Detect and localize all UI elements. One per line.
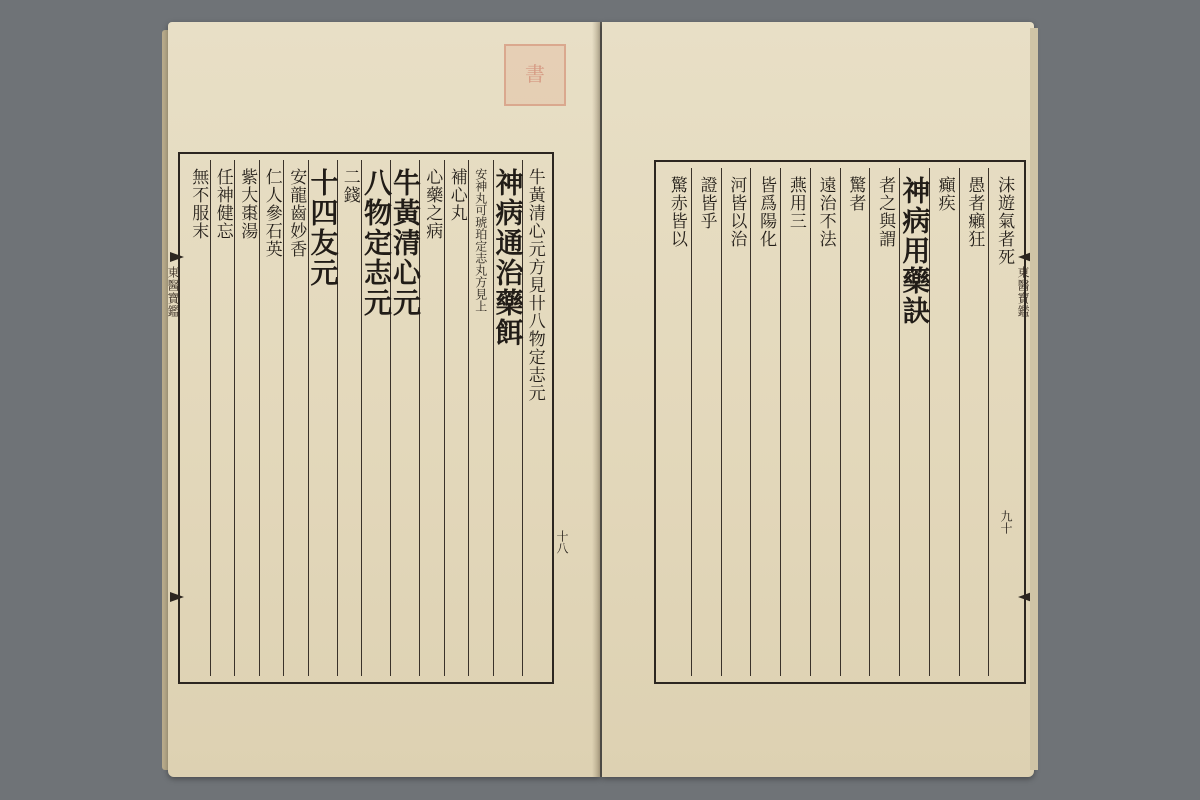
left-text-frame <box>178 152 554 684</box>
open-book <box>168 22 1034 777</box>
text-column: 沫遊氣者死 <box>988 168 1018 676</box>
text-column: 河皆以治 <box>721 168 751 676</box>
text-column: 十四友元 <box>308 160 337 676</box>
text-column: 牛黃清心元 <box>390 160 419 676</box>
text-column: 癲疾 <box>929 168 959 676</box>
text-column: 無不服末 <box>188 168 209 240</box>
text-column: 補心丸 <box>444 160 469 676</box>
section-heading: 神病通治藥餌 <box>491 168 525 348</box>
text-column: 二錢 <box>337 160 362 676</box>
text-column: 八物定志元 <box>361 160 390 676</box>
book-edge-right <box>1030 28 1038 770</box>
text-column: 安龍齒妙香 <box>283 160 308 676</box>
right-page <box>602 22 1034 777</box>
text-column <box>491 160 525 676</box>
text-column: 愚者癩狂 <box>959 168 989 676</box>
text-column: 遠治不法 <box>810 168 840 676</box>
text-column: 證皆乎 <box>691 168 721 676</box>
text-column: 牛黃清心元方見卄八物定志元 <box>522 160 547 676</box>
left-page <box>168 22 600 777</box>
left-folio: 十八 <box>555 530 569 554</box>
text-column: 燕用三 <box>780 168 810 676</box>
text-column: 皆爲陽化 <box>750 168 780 676</box>
left-flank-title: 東醫寶鑑 <box>166 266 180 318</box>
text-column: 任神健忘 <box>210 160 235 676</box>
text-column: 驚赤皆以 <box>666 176 687 248</box>
text-column <box>898 168 932 676</box>
text-column: 紫大棗湯 <box>234 160 259 676</box>
text-column: 仁人參石英 <box>259 160 284 676</box>
section-heading: 神病用藥訣 <box>898 176 932 326</box>
right-text-frame <box>654 160 1026 684</box>
right-flank-title: 東醫寶鑑 <box>1016 266 1030 318</box>
text-column: 者之與謂 <box>869 168 899 676</box>
text-column: 安神丸可琥珀定志丸方見上 <box>468 160 493 676</box>
library-seal: 書 <box>504 44 566 106</box>
text-column: 驚者 <box>840 168 870 676</box>
text-column: 心藥之病 <box>419 160 444 676</box>
right-folio: 九十 <box>999 510 1013 534</box>
left-columns <box>186 160 546 676</box>
right-columns <box>662 168 1018 676</box>
